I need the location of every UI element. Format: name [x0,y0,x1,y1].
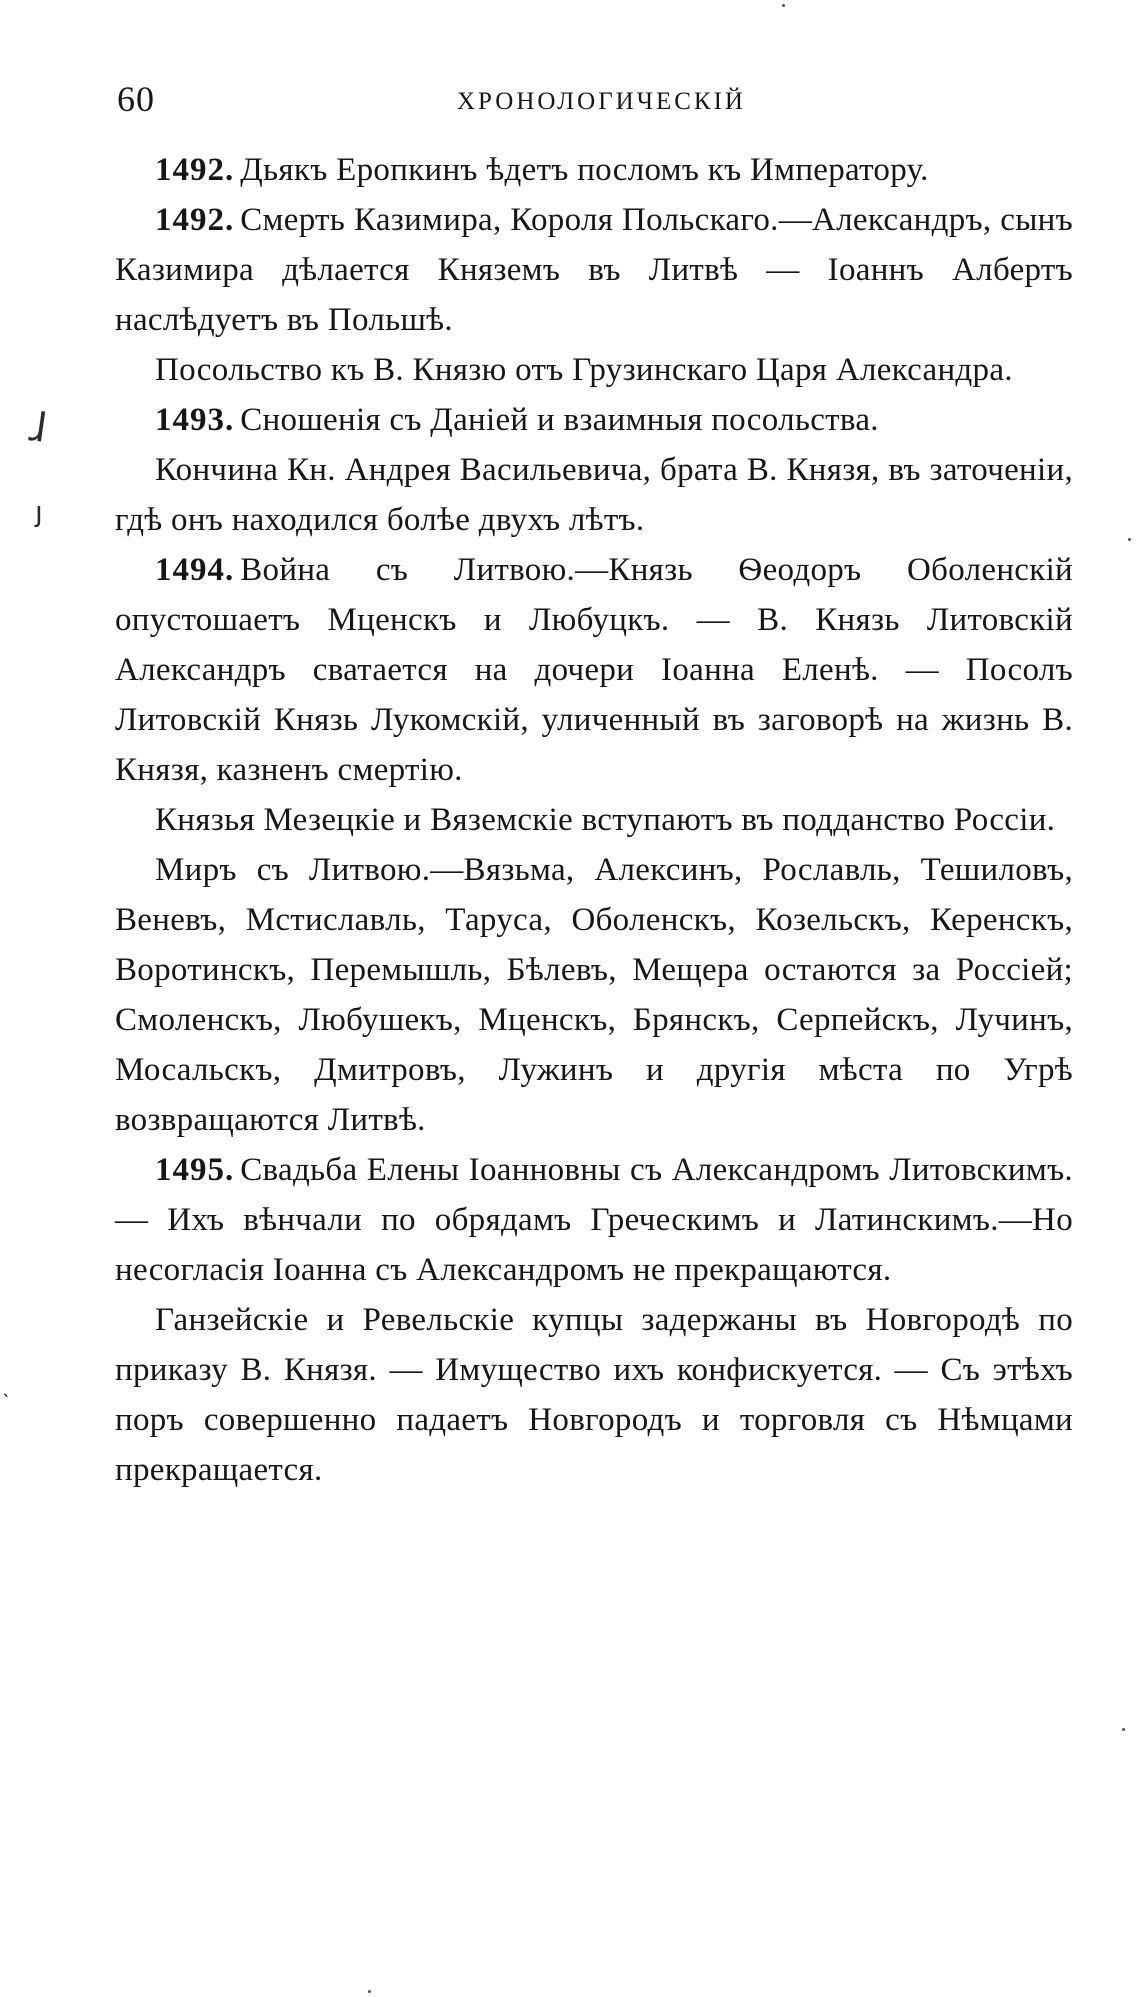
paper-speck [368,1990,371,1993]
entry-text: Ганзейскіе и Ревельскіе купцы задержаны въ Новгородѣ по приказу В. Князя. — Имущество ихъ конфискуется. — Съ этѣхъ поръ совершенно падаетъ Новгородъ и торговля съ Нѣмцами прекращается. [115,1302,1073,1488]
entry-1494-war [115,545,1073,795]
entry-text: Смерть Казимира, Короля Польскаго.—Александръ, сынъ Казимира дѣлается Княземъ въ Литвѣ — Іоаннъ Албертъ наслѣдуетъ въ Польшѣ. [115,202,1073,338]
entry-year: 1494. [155,552,235,588]
entry-text: Посольство къ В. Князю отъ Грузинскаго Царя Александра. [155,352,1013,388]
running-head [117,78,1077,128]
entry-1492-embassy [115,145,1073,195]
page-number: 60 [117,79,155,119]
entry-year: 1495. [155,1152,235,1188]
paper-speck [1122,1728,1125,1731]
entry-1492-casimir-death [115,195,1073,345]
entry-year: 1492. [155,152,235,188]
entry-peace-lithuania [115,845,1073,1145]
paper-speck [782,4,785,7]
paper-speck [1128,538,1131,541]
entry-text: Миръ съ Литвою.—Вязьма, Алексинъ, Рославль, Тешиловъ, Веневъ, Мстиславль, Таруса, Оболенскъ, Козельскъ, Керенскъ, Воротинскъ, Перемышль, Бѣлевъ, Мещера остаются за Россіей; Смоленскъ, Любушекъ, Мценскъ, Брянскъ, Серпейскъ, Лучинъ, Мосальскъ, Дмитровъ, Лужинъ и другія мѣста по Угрѣ возвращаются Литвѣ. [115,852,1073,1138]
entry-georgian-embassy [115,345,1073,395]
entry-hanseatic-merchants [115,1295,1073,1495]
running-title: ХРОНОЛОГИЧЕСКІЙ [457,88,746,115]
entry-text: Война съ Литвою.—Князь Ѳеодоръ Оболенскій опустошаетъ Мценскъ и Любуцкъ. — В. Князь Литовскій Александръ сватается на дочери Іоанна Еленѣ. — Посолъ Литовскій Князь Лукомскій, уличенный въ заговорѣ на жизнь В. Князя, казненъ смертію. [115,552,1073,788]
entry-text: Дьякъ Еропкинъ ѣдетъ посломъ къ Императору. [240,152,929,188]
chronology-text [115,145,1073,1495]
handwritten-margin-mark: ȷ [35,495,43,528]
entry-1495-wedding [115,1145,1073,1295]
entry-andrei-death [115,445,1073,545]
entry-text: Кончина Кн. Андрея Васильевича, брата В. Князя, въ заточеніи, гдѣ онъ находился болѣе двухъ лѣтъ. [115,452,1073,538]
entry-text: Сношенія съ Даніей и взаимныя посольства. [240,402,879,438]
entry-year: 1492. [155,202,235,238]
entry-year: 1493. [155,402,235,438]
entry-text: Свадьба Елены Іоанновны съ Александромъ Литовскимъ. — Ихъ вѣнчали по обрядамъ Греческимъ и Латинскимъ.—Но несогласія Іоанна съ Александромъ не прекращаются. [115,1152,1073,1288]
handwritten-margin-mark: ɺ [26,404,50,452]
entry-text: Князья Мезецкіе и Вяземскіе вступаютъ въ подданство Россіи. [155,802,1056,838]
entry-1493-denmark [115,395,1073,445]
margin-speck-mark: ˴ [2,1381,10,1406]
entry-princes-allegiance [115,795,1073,845]
